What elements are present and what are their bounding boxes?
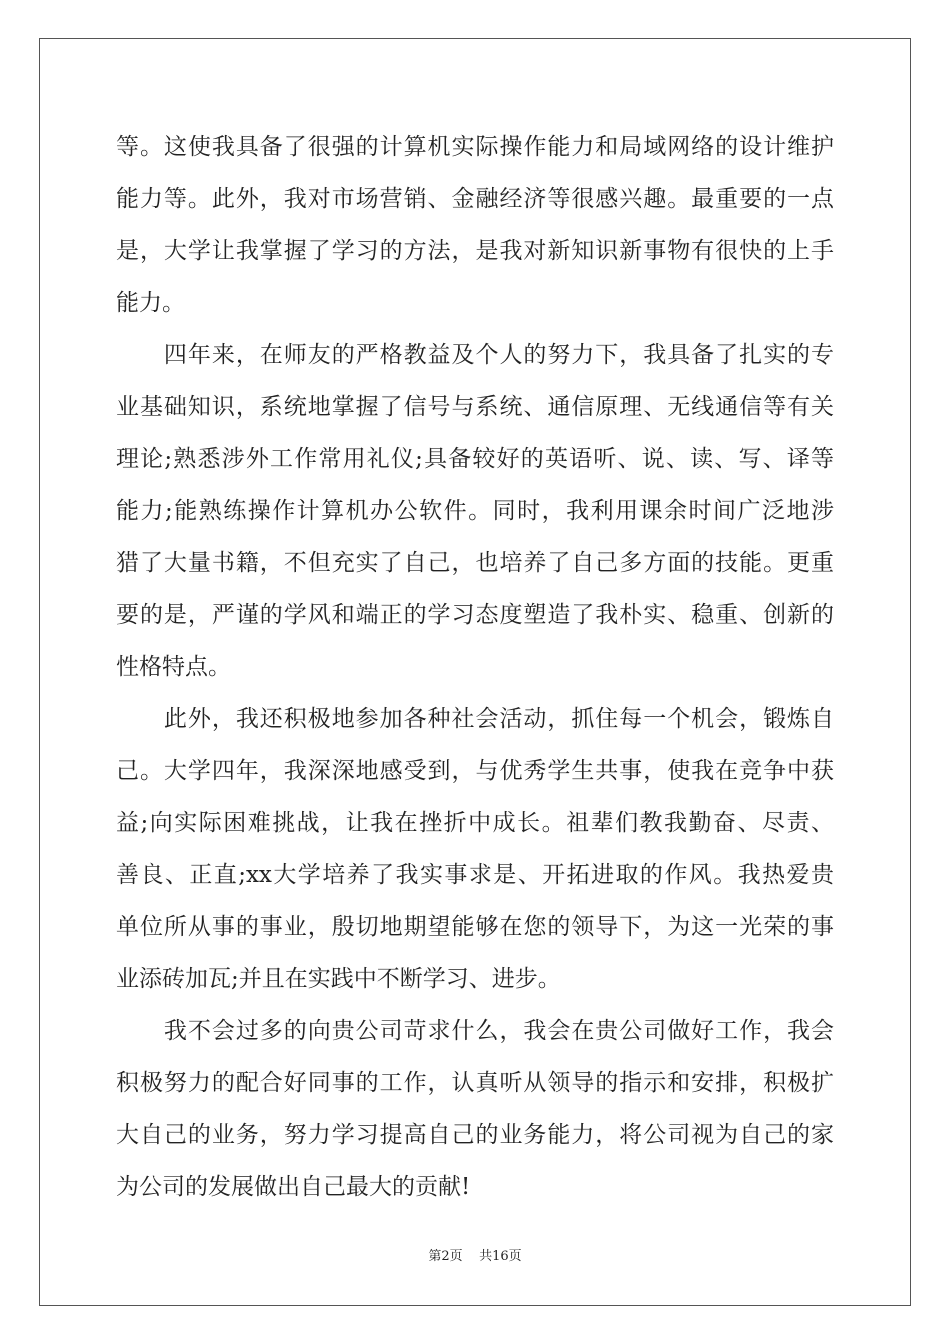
text-line: 我不会过多的向贵公司苛求什么，我会在贵公司做好工作，我会 [116,1018,834,1044]
text-line: 单位所从事的事业，殷切地期望能够在您的领导下，为这一光荣的事 [116,914,834,940]
page-footer [0,1245,950,1264]
text-line: 为公司的发展做出自己最大的贡献! [116,1174,471,1200]
text-line: 大自己的业务，努力学习提高自己的业务能力，将公司视为自己的家 [116,1122,834,1148]
text-line: 己。大学四年，我深深地感受到，与优秀学生共事，使我在竞争中获 [116,758,834,784]
text-line: 此外，我还积极地参加各种社会活动，抓住每一个机会，锻炼自 [116,706,834,732]
text-line: 业添砖加瓦;并且在实践中不断学习、进步。 [116,966,561,992]
text-line: 能力等。此外，我对市场营销、金融经济等很感兴趣。最重要的一点 [116,186,834,212]
text-line: 业基础知识，系统地掌握了信号与系统、通信原理、无线通信等有关 [116,394,834,420]
text-line: 善良、正直;xx大学培养了我实事求是、开拓进取的作风。我热爱贵 [116,862,834,888]
text-line: 猎了大量书籍，不但充实了自己，也培养了自己多方面的技能。更重 [116,550,834,576]
page-total: 共16页 [479,1249,522,1264]
page-number: 第2页 [428,1249,463,1264]
text-line: 四年来，在师友的严格教益及个人的努力下，我具备了扎实的专 [116,342,834,368]
text-line: 是，大学让我掌握了学习的方法，是我对新知识新事物有很快的上手 [116,238,834,264]
text-line: 等。这使我具备了很强的计算机实际操作能力和局域网络的设计维护 [116,134,834,160]
text-line: 理论;熟悉涉外工作常用礼仪;具备较好的英语听、说、读、写、译等 [116,446,834,472]
text-line: 积极努力的配合好同事的工作，认真听从领导的指示和安排，积极扩 [116,1070,834,1096]
text-line: 益;向实际困难挑战，让我在挫折中成长。祖辈们教我勤奋、尽责、 [116,810,834,836]
text-line: 能力。 [116,290,185,316]
text-line: 要的是，严谨的学风和端正的学习态度塑造了我朴实、稳重、创新的 [116,602,834,628]
text-line: 能力;能熟练操作计算机办公软件。同时，我利用课余时间广泛地涉 [116,498,834,524]
text-line: 性格特点。 [116,654,231,680]
